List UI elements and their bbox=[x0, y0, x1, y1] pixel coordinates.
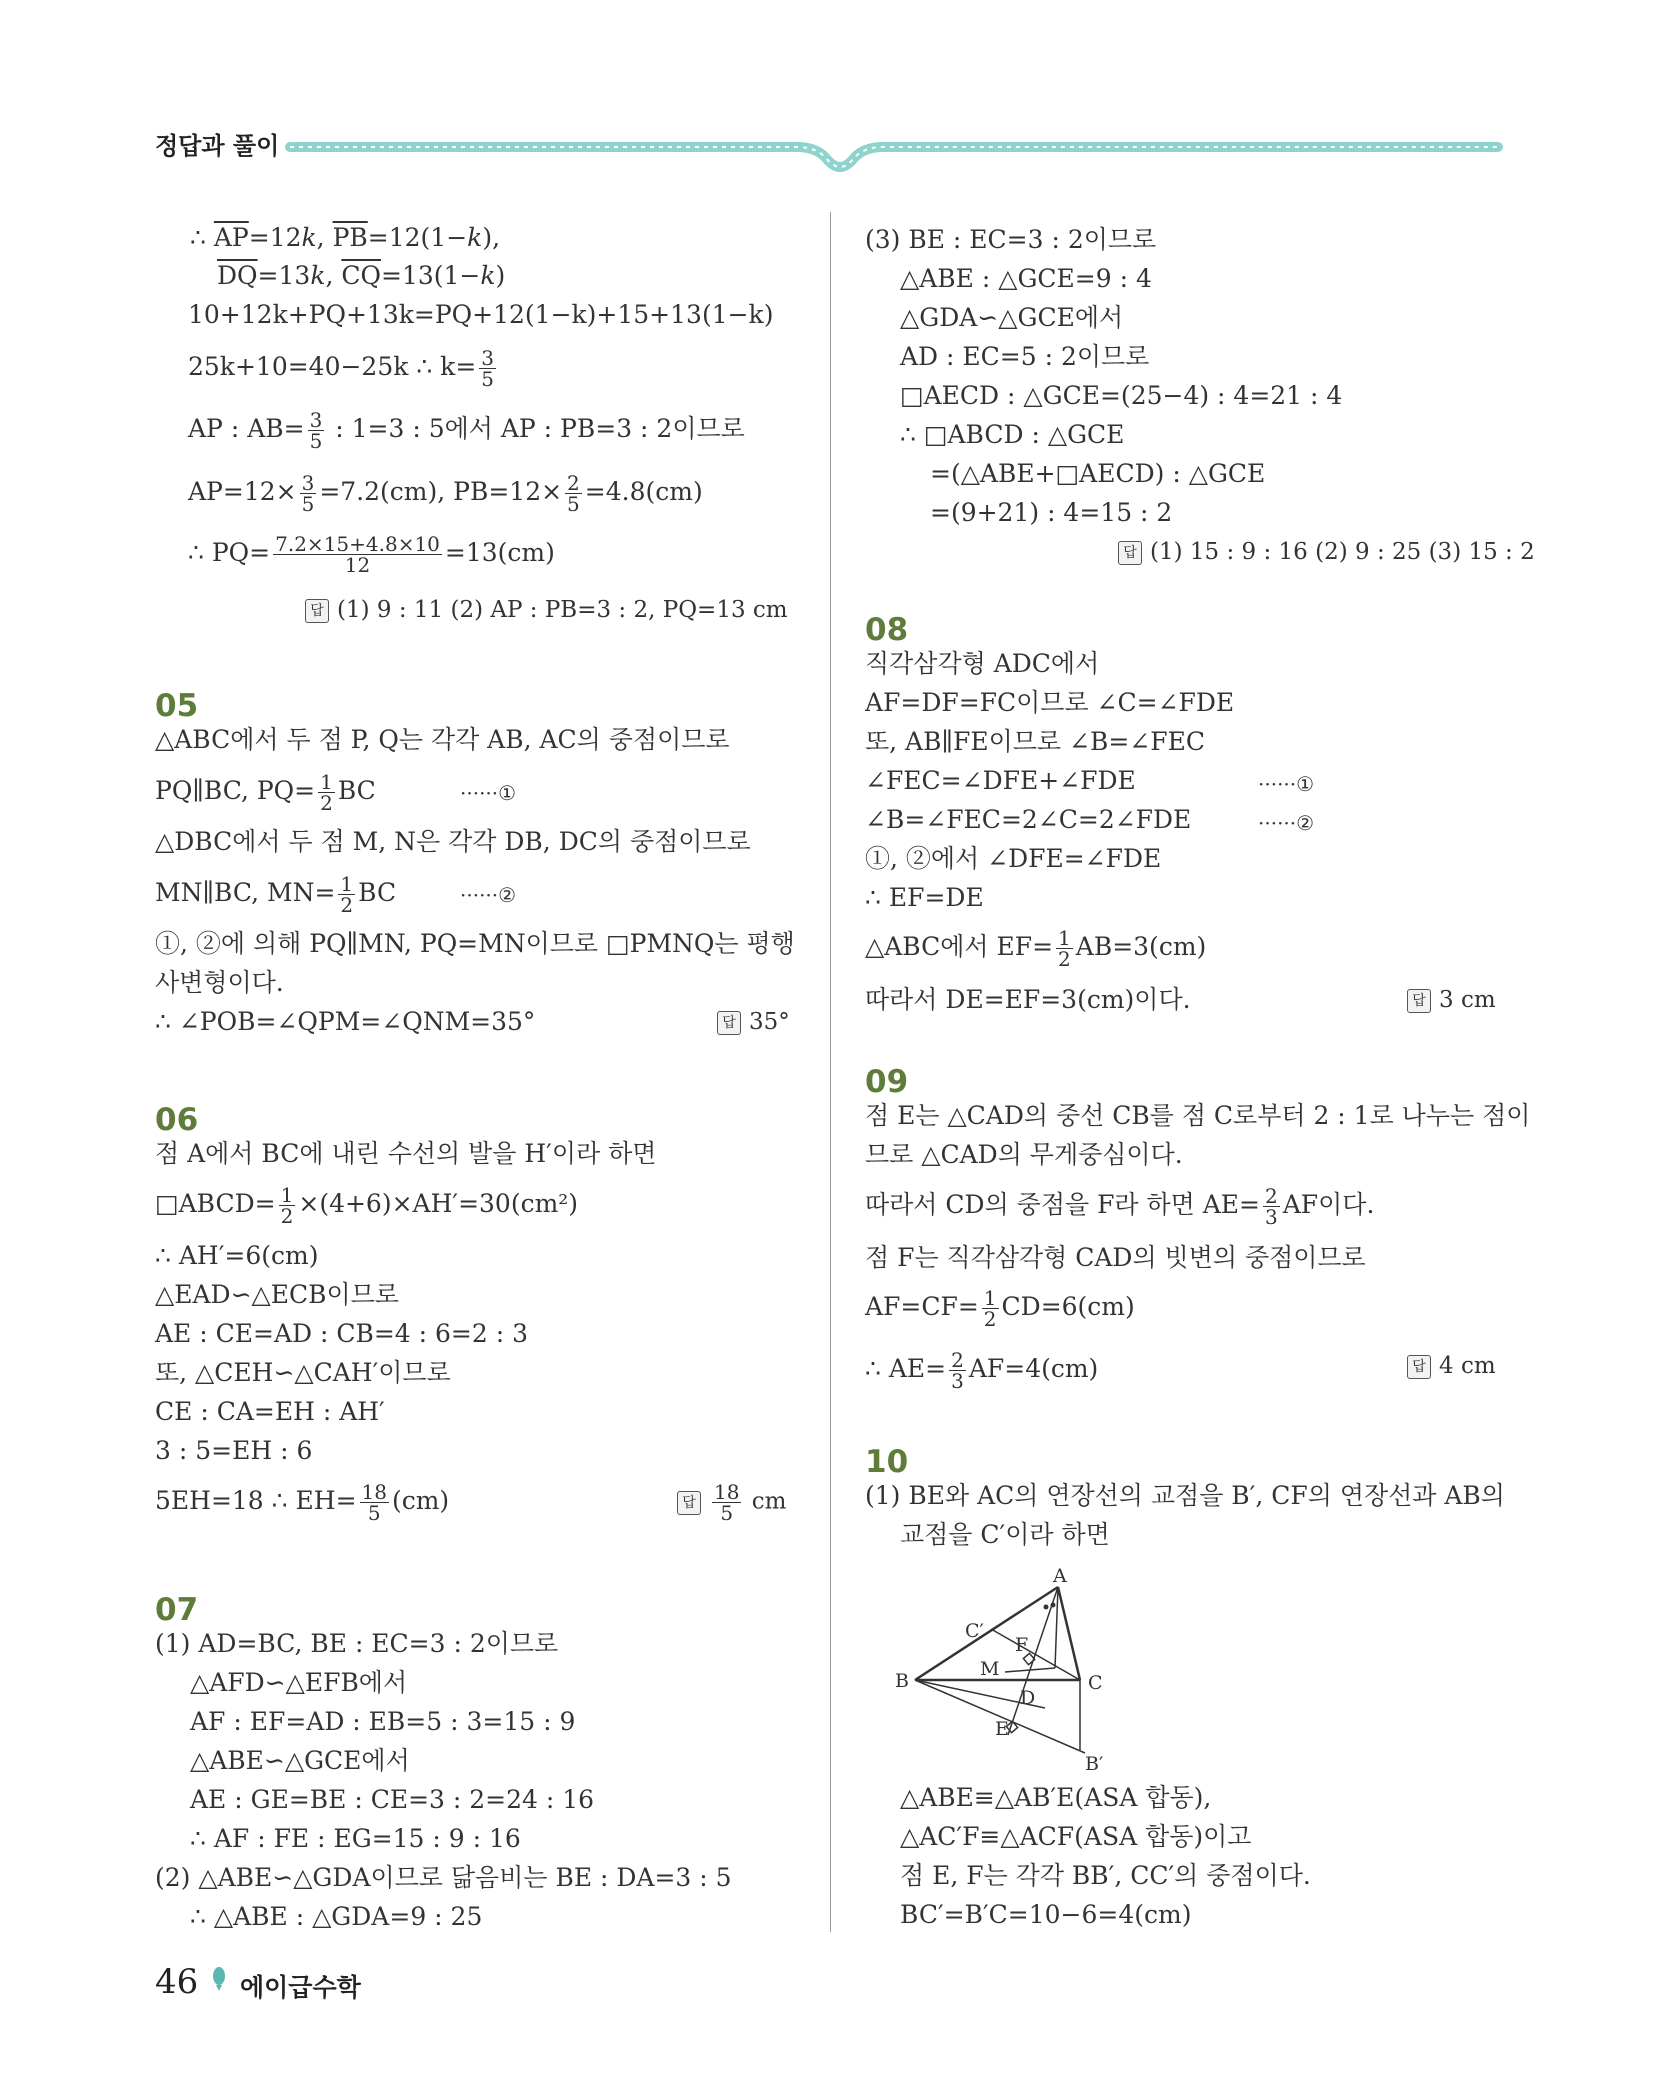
fraction: $\frac{1}{2}$ bbox=[983, 1286, 997, 1331]
balloon-icon bbox=[210, 1965, 228, 1995]
text-line: 점 F는 직각삼각형 CAD의 빗변의 중점이므로 bbox=[865, 1243, 1366, 1272]
text-line: ∠FEC=∠DFE+∠FDE bbox=[865, 766, 1136, 795]
text-line: ∴ PQ= $\frac{7.2\times 15+4.8\times 10}{12}$ =13(cm) bbox=[188, 532, 555, 577]
text-line: 점 E는 △CAD의 중선 CB를 점 C로부터 2 : 1로 나누는 점이 bbox=[865, 1101, 1531, 1130]
text-line: 직각삼각형 ADC에서 bbox=[865, 649, 1100, 678]
text-line: 따라서 DE=EF=3(cm)이다. bbox=[865, 985, 1191, 1014]
text-line: ①, ②에서 ∠DFE=∠FDE bbox=[865, 844, 1162, 873]
section-number: 05 bbox=[155, 688, 199, 724]
section-number: 09 bbox=[865, 1064, 909, 1100]
text-line: ∴ □ABCD : △GCE bbox=[900, 420, 1125, 449]
text-line: AE : GE=BE : CE=3 : 2=24 : 16 bbox=[190, 1785, 595, 1814]
fraction: $\frac{3}{5}$ bbox=[309, 408, 323, 453]
text-line: ∴ $\overline{AP}=12k$, $\overline{PB}=12(1-k)$, bbox=[190, 223, 501, 252]
text-line: ∴ EF=DE bbox=[865, 883, 984, 912]
equation-tag: ······① bbox=[460, 781, 517, 805]
text-line: △EAD∽△ECB이므로 bbox=[155, 1280, 399, 1309]
text-line: 점 A에서 BC에 내린 수선의 발을 H′이라 하면 bbox=[155, 1139, 657, 1168]
header-title: 정답과 풀이 bbox=[155, 132, 280, 160]
text-line: ∴ △ABE : △GDA=9 : 25 bbox=[190, 1902, 483, 1931]
label-b-prime: B′ bbox=[1085, 1753, 1104, 1775]
answer-04: 답 (1) 9 : 11 (2) AP : PB=3 : 2, PQ=13 cm bbox=[305, 594, 788, 626]
answer-icon: 답 bbox=[677, 1491, 701, 1515]
text-line: 사변형이다. bbox=[155, 968, 284, 997]
answer-06: 답 $\frac{18}{5}$ cm bbox=[677, 1482, 786, 1523]
fraction: $\frac{7.2\times 15+4.8\times 10}{12}$ bbox=[275, 532, 440, 577]
text-line: AF : EF=AD : EB=5 : 3=15 : 9 bbox=[190, 1707, 576, 1736]
text-line: PQ∥BC, PQ= $\frac{1}{2}$ BC bbox=[155, 770, 376, 815]
label-m: M bbox=[980, 1658, 1000, 1680]
text-line: (3) BE : EC=3 : 2이므로 bbox=[865, 225, 1157, 254]
label-d: D bbox=[1020, 1687, 1036, 1709]
column-divider bbox=[830, 212, 831, 1932]
fraction: $\frac{18}{5}$ bbox=[361, 1480, 387, 1525]
fraction: $\frac{1}{2}$ bbox=[1058, 926, 1071, 971]
label-c-prime: C′ bbox=[965, 1620, 984, 1642]
label-a: A bbox=[1053, 1565, 1067, 1587]
answer-07: 답 (1) 15 : 9 : 16 (2) 9 : 25 (3) 15 : 2 bbox=[1118, 536, 1535, 568]
label-b: B bbox=[895, 1670, 909, 1692]
text-line: 10+12k+PQ+13k=PQ+12(1−k)+15+13(1−k) bbox=[188, 300, 774, 329]
section-number: 06 bbox=[155, 1102, 199, 1138]
label-c: C bbox=[1088, 1672, 1103, 1694]
section-number: 08 bbox=[865, 612, 909, 648]
fraction: $\frac{2}{5}$ bbox=[567, 471, 580, 516]
text-line: =(9+21) : 4=15 : 2 bbox=[930, 498, 1173, 527]
answer-icon: 답 bbox=[1407, 989, 1431, 1013]
text-line: □ABCD= $\frac{1}{2}$ ×(4+6)×AH′=30(cm²) bbox=[155, 1183, 579, 1228]
fraction: $\frac{1}{2}$ bbox=[320, 770, 333, 815]
text-line: $\overline{DQ}=13k$, $\overline{CQ}=13(1-k)$ bbox=[217, 261, 506, 290]
equation-tag: ······② bbox=[460, 883, 517, 907]
answer-icon: 답 bbox=[717, 1011, 741, 1035]
text-line: 점 E, F는 각각 BB′, CC′의 중점이다. bbox=[900, 1861, 1311, 1890]
header-band bbox=[285, 135, 1505, 185]
text-line: AF=DF=FC이므로 ∠C=∠FDE bbox=[865, 688, 1235, 717]
text-line: (1) AD=BC, BE : EC=3 : 2이므로 bbox=[155, 1629, 559, 1658]
label-e: E bbox=[995, 1718, 1009, 1740]
text-line: ∴ ∠POB=∠QPM=∠QNM=35° bbox=[155, 1007, 536, 1036]
section-number: 07 bbox=[155, 1592, 199, 1628]
answer-icon: 답 bbox=[1118, 541, 1142, 565]
fraction: $\frac{2}{3}$ bbox=[951, 1348, 964, 1393]
equation-tag: ······① bbox=[1258, 772, 1315, 796]
text-line: (2) △ABE∽△GDA이므로 닮음비는 BE : DA=3 : 5 bbox=[155, 1863, 732, 1892]
angle-dot bbox=[1044, 1605, 1049, 1610]
angle-dot bbox=[1051, 1603, 1056, 1608]
text-line: 므로 △CAD의 무게중심이다. bbox=[865, 1140, 1183, 1169]
text-line: 25k+10=40−25k ∴ k= $\frac{3}{5}$ bbox=[188, 346, 495, 391]
text-line: AP : AB= $\frac{3}{5}$ : 1=3 : 5에서 AP : PB=3 : 2이므로 bbox=[188, 408, 745, 453]
text-line: BC′=B′C=10−6=4(cm) bbox=[900, 1900, 1192, 1929]
text-line: =(△ABE+□AECD) : △GCE bbox=[930, 459, 1266, 488]
text-line: AE : CE=AD : CB=4 : 6=2 : 3 bbox=[155, 1319, 529, 1348]
fraction: $\frac{3}{5}$ bbox=[301, 471, 315, 516]
brand-logo: 에이급수학 bbox=[240, 1973, 361, 2002]
text-line: 5EH=18 ∴ EH= $\frac{18}{5}$ (cm) bbox=[155, 1480, 450, 1525]
fraction: $\frac{1}{2}$ bbox=[280, 1183, 294, 1228]
text-line: AP=12× $\frac{3}{5}$ =7.2(cm), PB=12× $\frac{2}{5}$ =4.8(cm) bbox=[188, 471, 703, 516]
fraction: $\frac{1}{2}$ bbox=[340, 872, 354, 917]
answer-05: 답 35° bbox=[717, 1006, 790, 1038]
text-line: △DBC에서 두 점 M, N은 각각 DB, DC의 중점이므로 bbox=[155, 827, 751, 856]
text-line: 교점을 C′이라 하면 bbox=[900, 1520, 1110, 1549]
text-line: □AECD : △GCE=(25−4) : 4=21 : 4 bbox=[900, 381, 1343, 410]
text-line: 또, AB∥FE이므로 ∠B=∠FEC bbox=[865, 727, 1205, 756]
answer-icon: 답 bbox=[1407, 1355, 1431, 1379]
label-f: F bbox=[1015, 1634, 1029, 1656]
text-line: CE : CA=EH : AH′ bbox=[155, 1397, 385, 1426]
answer-icon: 답 bbox=[305, 599, 329, 623]
text-line: ∴ AH′=6(cm) bbox=[155, 1241, 319, 1270]
text-line: MN∥BC, MN= $\frac{1}{2}$ BC bbox=[155, 872, 397, 917]
text-line: △ABE∽△GCE에서 bbox=[190, 1746, 410, 1775]
page-number: 46 bbox=[155, 1962, 199, 2002]
text-line: △ABE : △GCE=9 : 4 bbox=[900, 264, 1152, 293]
section-number: 10 bbox=[865, 1444, 909, 1480]
text-line: △ABC에서 두 점 P, Q는 각각 AB, AC의 중점이므로 bbox=[155, 725, 730, 754]
equation-tag: ······② bbox=[1258, 811, 1315, 835]
text-line: 따라서 CD의 중점을 F라 하면 AE= $\frac{2}{3}$ AF이다. bbox=[865, 1184, 1375, 1229]
text-line: △AC′F≡△ACF(ASA 합동)이고 bbox=[900, 1822, 1252, 1851]
answer-08: 답 3 cm bbox=[1407, 984, 1496, 1016]
fraction: $\frac{18}{5}$ bbox=[714, 1480, 740, 1525]
text-line: ∠B=∠FEC=2∠C=2∠FDE bbox=[865, 805, 1192, 834]
fraction: $\frac{3}{5}$ bbox=[481, 346, 495, 391]
text-line: △ABC에서 EF= $\frac{1}{2}$ AB=3(cm) bbox=[865, 926, 1207, 971]
text-line: 3 : 5=EH : 6 bbox=[155, 1436, 313, 1465]
text-line: 또, △CEH∽△CAH′이므로 bbox=[155, 1358, 451, 1387]
text-line: AF=CF= $\frac{1}{2}$ CD=6(cm) bbox=[865, 1286, 1135, 1331]
answer-09: 답 4 cm bbox=[1407, 1350, 1496, 1382]
text-line: ∴ AE= $\frac{2}{3}$ AF=4(cm) bbox=[865, 1348, 1099, 1393]
text-line: ∴ AF : FE : EG=15 : 9 : 16 bbox=[190, 1824, 521, 1853]
text-line: (1) BE와 AC의 연장선의 교점을 B′, CF의 연장선과 AB의 bbox=[865, 1481, 1505, 1510]
triangle-diagram bbox=[895, 1565, 1155, 1775]
text-line: △ABE≡△AB′E(ASA 합동), bbox=[900, 1783, 1212, 1812]
text-line: △AFD∽△EFB에서 bbox=[190, 1668, 408, 1697]
text-line: △GDA∽△GCE에서 bbox=[900, 303, 1124, 332]
fraction: $\frac{2}{3}$ bbox=[1265, 1184, 1278, 1229]
text-line: ①, ②에 의해 PQ∥MN, PQ=MN이므로 □PMNQ는 평행 bbox=[155, 929, 795, 958]
text-line: AD : EC=5 : 2이므로 bbox=[900, 342, 1150, 371]
